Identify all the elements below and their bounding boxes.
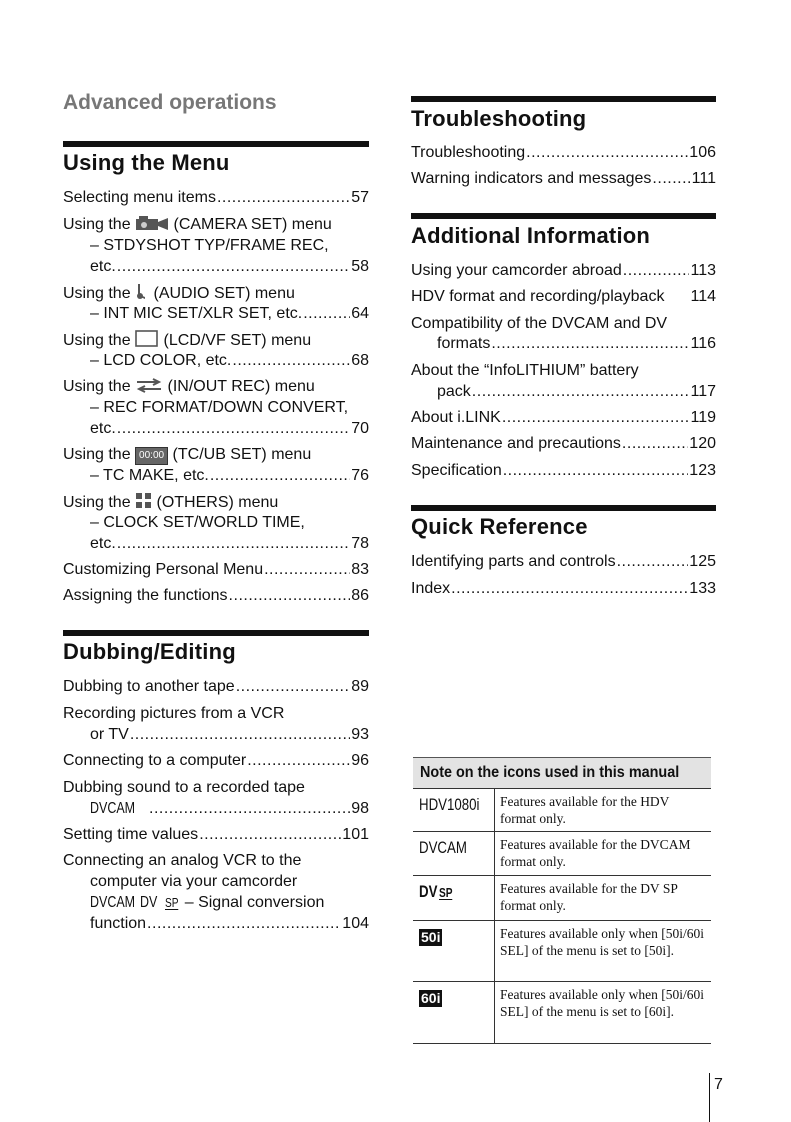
section-eyebrow: Advanced operations [63, 91, 277, 114]
dvcam-icon: DVCAM [419, 838, 467, 857]
toc-entry-audio-page[interactable]: – INT MIC SET/XLR SET, etc. ..... 64 [90, 304, 369, 324]
others-grid-icon [135, 492, 152, 509]
section-title-menu: Using the Menu [63, 150, 230, 175]
section-rule [63, 141, 369, 147]
toc-entry-troubleshooting[interactable]: Troubleshooting ..... 106 [411, 143, 716, 163]
camera-icon [135, 215, 169, 231]
toc-entry-sub: DVCAM DV SP – Signal conversion [90, 894, 325, 911]
dv-icon: DV [140, 894, 158, 911]
note-row [413, 875, 711, 920]
section-rule [411, 213, 716, 219]
toc-entry-index[interactable]: Index ..... 133 [411, 579, 716, 599]
toc-entry-computer[interactable]: Connecting to a computer ..... 96 [63, 751, 369, 771]
note-text: Features available for the DVCAM format only. [500, 837, 691, 869]
note-row [413, 831, 711, 875]
note-row [413, 788, 711, 831]
section-rule [411, 96, 716, 102]
dvcam-icon: DVCAM [90, 894, 136, 911]
toc-entry-battery-page[interactable]: pack ..... 117 [437, 382, 716, 402]
toc-entry-recording-page[interactable]: or TV ..... 93 [90, 725, 369, 745]
lcd-screen-icon [135, 330, 159, 347]
dv-icon: DV [419, 882, 438, 901]
dvcam-icon: DVCAM [90, 800, 136, 817]
toc-entry-selecting[interactable]: Selecting menu items ..... 57 [63, 188, 369, 208]
toc-entry-sub: – CLOCK SET/WORLD TIME, [90, 514, 305, 531]
toc-entry-battery[interactable]: About the “InfoLITHIUM” battery [411, 362, 639, 379]
section-title-quick-reference: Quick Reference [411, 514, 588, 539]
section-title-dubbing: Dubbing/Editing [63, 639, 236, 664]
toc-entry-analog-page[interactable]: function ..... 104 [90, 914, 369, 934]
section-title-troubleshooting: Troubleshooting [411, 106, 587, 131]
toc-entry-customizing[interactable]: Customizing Personal Menu ..... 83 [63, 560, 369, 580]
toc-entry-maintenance[interactable]: Maintenance and precautions ..... 120 [411, 434, 716, 454]
60i-icon: 60i [421, 990, 441, 1006]
section-rule [411, 505, 716, 511]
toc-entry-dubbing[interactable]: Dubbing to another tape ..... 89 [63, 677, 369, 697]
toc-entry-others[interactable]: Using the (OTHERS) menu [63, 494, 279, 511]
toc-entry-analog[interactable]: Connecting an analog VCR to the [63, 852, 302, 869]
sp-icon: SP [164, 895, 179, 910]
toc-entry-parts[interactable]: Identifying parts and controls ..... 125 [411, 552, 716, 572]
toc-entry-tcub-set[interactable]: Using the 00:00 (TC/UB SET) menu [63, 446, 312, 463]
toc-entry-recording[interactable]: Recording pictures from a VCR [63, 705, 285, 722]
toc-entry-camera-page[interactable]: etc. ..... 58 [90, 257, 369, 277]
toc-entry-sub: computer via your camcorder [90, 873, 298, 890]
50i-icon: 50i [421, 929, 441, 945]
toc-entry-sub: – REC FORMAT/DOWN CONVERT, [90, 399, 349, 416]
note-heading: Note on the icons used in this manual [413, 757, 711, 788]
note-text: Features available only when [50i/60i SEL] of the menu is set to [60i]. [500, 987, 704, 1019]
note-text: Features available for the DV SP format only. [500, 881, 678, 913]
note-row [413, 920, 711, 981]
toc-entry-compatibility-page[interactable]: formats ..... 116 [437, 334, 716, 354]
note-row [413, 981, 711, 1044]
music-note-icon [135, 283, 149, 300]
page-number: 7 [714, 1076, 723, 1093]
toc-entry-inout-rec[interactable]: Using the (IN/OUT REC) menu [63, 378, 315, 395]
in-out-arrows-icon [135, 378, 163, 393]
toc-entry-hdv-format[interactable]: HDV format and recording/playback 114 [411, 288, 716, 305]
hdv1080i-icon: HDV1080i [419, 795, 480, 814]
sp-icon: SP [439, 885, 453, 900]
section-rule [63, 630, 369, 636]
toc-entry-dub-sound[interactable]: Dubbing sound to a recorded tape [63, 779, 305, 796]
toc-entry-dub-sound-page[interactable]: DVCAM ..... 98 [90, 799, 369, 819]
toc-entry-lcd-page[interactable]: – LCD COLOR, etc. ..... 68 [90, 351, 369, 371]
section-title-additional-info: Additional Information [411, 223, 651, 248]
toc-entry-camera-set[interactable]: Using the (CAMERA SET) menu [63, 216, 332, 233]
timecode-icon: 00:00 [135, 447, 168, 465]
toc-entry-assigning[interactable]: Assigning the functions ..... 86 [63, 586, 369, 606]
toc-entry-warnings[interactable]: Warning indicators and messages ..... 111 [411, 169, 716, 189]
note-text: Features available only when [50i/60i SEL] of the menu is set to [50i]. [500, 926, 704, 958]
toc-entry-ilink[interactable]: About i.LINK ..... 119 [411, 408, 716, 428]
note-text: Features available for the HDV format only. [500, 794, 670, 826]
toc-entry-sub: – STDYSHOT TYP/FRAME REC, [90, 237, 329, 254]
toc-entry-inout-page[interactable]: etc. ..... 70 [90, 419, 369, 439]
icon-note-table [413, 757, 711, 1044]
toc-entry-tcub-page[interactable]: – TC MAKE, etc. ..... 76 [90, 466, 369, 486]
toc-entry-compatibility[interactable]: Compatibility of the DVCAM and DV [411, 315, 668, 332]
toc-entry-others-page[interactable]: etc. ..... 78 [90, 534, 369, 554]
toc-entry-time-values[interactable]: Setting time values ..... 101 [63, 825, 369, 845]
toc-entry-abroad[interactable]: Using your camcorder abroad ..... 113 [411, 261, 716, 281]
toc-entry-lcd-set[interactable]: Using the (LCD/VF SET) menu [63, 332, 312, 349]
page-number-rule [709, 1073, 710, 1122]
toc-entry-specification[interactable]: Specification ..... 123 [411, 461, 716, 481]
toc-entry-audio-set[interactable]: Using the (AUDIO SET) menu [63, 285, 295, 302]
